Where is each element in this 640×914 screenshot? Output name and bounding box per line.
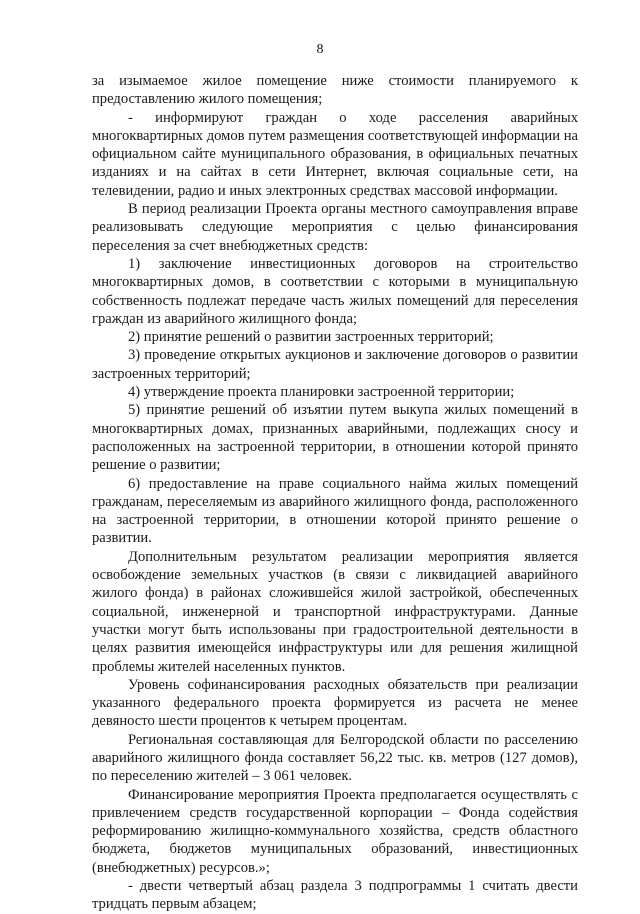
list-item: 5) принятие решений об изъятии путем выкупа жилых помещений в многоквартирных домах, признанных аварийными, подлежащих сносу и расположенных на застроенной территории, в отношении которой принято решение о развитии; bbox=[92, 402, 578, 474]
paragraph: - двести четвертый абзац раздела 3 подпрограммы 1 считать двести тридцать первым абзацем; bbox=[92, 878, 578, 913]
paragraph: Финансирование мероприятия Проекта предполагается осуществлять с привлечением средств государственной корпорации – Фонда содействия реформированию жилищно-коммунального хозяйства, средств областного бюджета, бюджетов муниципальных образований, инвестиционных (внебюджетных) ресурсов.»; bbox=[92, 786, 578, 876]
paragraph: В период реализации Проекта органы местного самоуправления вправе реализовывать следующие мероприятия с целью финансирования переселения за счет внебюджетных средств: bbox=[92, 201, 578, 254]
list-item: 3) проведение открытых аукционов и заключение договоров о развитии застроенных территорий; bbox=[92, 347, 578, 382]
list-item: 1) заключение инвестиционных договоров на строительство многоквартирных домов, в соответствии с которыми в муниципальную собственность подлежат передаче часть жилых помещений для переселения граждан из аварийного жилищного фонда; bbox=[92, 255, 578, 327]
paragraph: - информируют граждан о ходе расселения аварийных многоквартирных домов путем размещения соответствующей информации на официальном сайте муниципального образования, в официальных печатных изданиях и на сайтах в сети Интернет, включая социальные сети, на телевидении, радио и иных электронных средствах массовой информации. bbox=[92, 109, 578, 199]
paragraph: Дополнительным результатом реализации мероприятия является освобождение земельных участков (в связи с ликвидацией аварийного жилого фонда) в районах сложившейся жилой застройкой, обеспеченных социальной, инженерной и транспортной инфраструктурами. Данные участки могут быть использованы при градостроительной деятельности в целях развития имеющейся инфраструктуры или для решения жилищной проблемы жителей населенных пунктов. bbox=[92, 548, 578, 675]
paragraph: Уровень софинансирования расходных обязательств при реализации указанного федерального проекта формируется из расчета не менее девяносто шести процентов к четырем процентам. bbox=[92, 676, 578, 730]
paragraph: Региональная составляющая для Белгородской области по расселению аварийного жилищного фонда составляет 56,22 тыс. кв. метров (127 домов), по переселению жителей – 3 061 человек. bbox=[92, 731, 578, 785]
page-number: 8 bbox=[316, 42, 324, 57]
list-item: 4) утверждение проекта планировки застроенной территории; bbox=[128, 384, 515, 401]
document-body bbox=[92, 72, 578, 914]
paragraph: за изымаемое жилое помещение ниже стоимости планируемого к предоставлению жилого помещения; bbox=[92, 73, 578, 108]
list-item: 2) принятие решений о развитии застроенных территорий; bbox=[128, 329, 494, 346]
list-item: 6) предоставление на праве социального найма жилых помещений гражданам, переселяемым из аварийного жилищного фонда, расположенного на застроенной территории, в отношении которой принято решение о развитии. bbox=[92, 475, 578, 547]
